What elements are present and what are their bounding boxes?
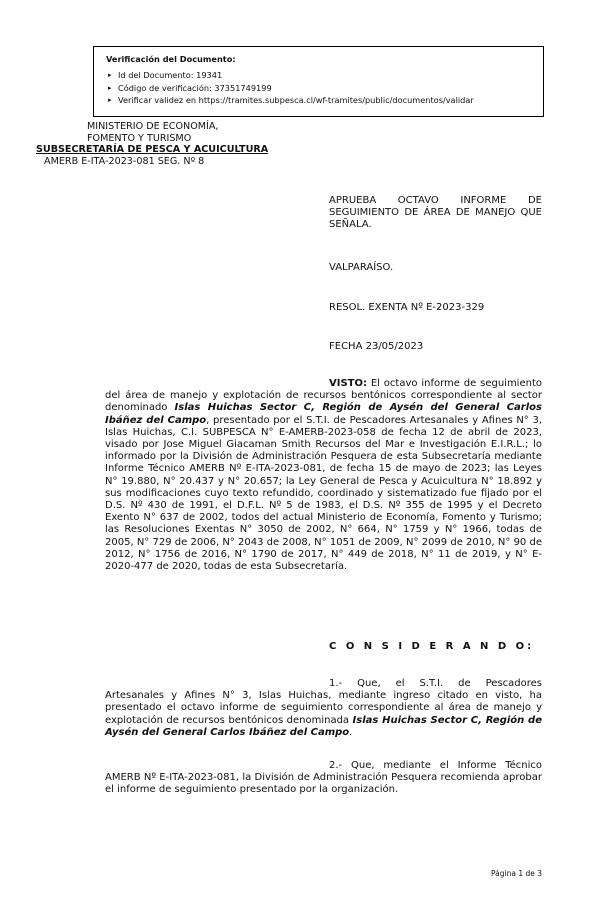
- visto-area-name: Islas Huichas Sector C, Región de Aysén del General Carlos Ibáñez del Campo: [105, 402, 542, 426]
- c1-text-b: .: [349, 726, 353, 738]
- reference-code: AMERB E-ITA-2023-081 SEG. Nº 8: [44, 155, 205, 167]
- considerando-1: [105, 678, 542, 739]
- verification-list: [106, 69, 543, 107]
- considerando-2: 2.- Que, mediante el Informe Técnico AMERB Nº E-ITA-2023-081, la División de Administración Pesquera recomienda aprobar el informe de seguimiento presentado por la organización.: [105, 760, 542, 796]
- resolution-city: VALPARAÍSO.: [329, 262, 394, 273]
- verification-code: ▸ Código de verificación: 37351749199: [118, 82, 543, 95]
- page-number: Página 1 de 3: [490, 869, 542, 878]
- c1-area-name: Islas Huichas Sector C, Región de Aysén del General Carlos Ibáñez del Campo: [105, 714, 542, 738]
- ministry-line-2: FOMENTO Y TURISMO: [87, 132, 192, 144]
- considerando-heading: C O N S I D E R A N D O:: [329, 641, 535, 652]
- document-id: ▸ Id del Documento: 19341: [118, 69, 543, 82]
- resolution-date: FECHA 23/05/2023: [329, 341, 424, 352]
- issuer-block: [36, 121, 268, 167]
- c1-text-a: 1.- Que, el S.T.I. de Pescadores Artesanales y Afines N° 3, Islas Huichas, mediante ingreso citado en visto, ha presentado el octavo informe de seguimiento correspondiente al área de manejo y explotación de recursos bentónicos denominada: [105, 678, 542, 726]
- visto-label: VISTO:: [329, 378, 367, 389]
- verification-box: [93, 46, 544, 117]
- ministry-line-1: MINISTERIO DE ECONOMÍA,: [87, 121, 219, 132]
- resolution-number: RESOL. EXENTA Nº E-2023-329: [329, 302, 485, 313]
- verification-link[interactable]: ▸ Verificar validez en https://tramites.subpesca.cl/wf-tramites/public/documentos/validar: [118, 94, 543, 107]
- verification-title: Verificación del Documento:: [106, 54, 236, 64]
- visto-paragraph: [105, 378, 542, 573]
- visto-text-b: , presentado por el S.T.I. de Pescadores Artesanales y Afines N° 3, Islas Huichas, C.I. SUBPESCA N° E-AMERB-2023-058 de fecha 12 de abril de 2023, visado por Jose Miguel Giacaman Smith Recursos del Mar e Investigación E.I.R.L.; lo informado por la División de Administración Pesquera de esta Subsecretaría mediante Informe Técnico AMERB Nº E-ITA-2023-081, de fecha 15 de mayo de 2023; las Leyes N° 19.880, N° 20.437 y N° 20.657; la Ley General de Pesca y Acuicultura N° 18.892 y sus modificaciones cuyo texto refundido, coordinado y sistematizado fue fijado por el D.S. Nº 430 de 1991, el D.F.L. Nº 5 de 1983, el D.S. Nº 355 de 1995 y el Decreto Exento N° 637 de 2002, todos del actual Ministerio de Economía, Fomento y Turismo; las Resoluciones Exentas N° 3050 de 2002, N° 664, N° 1759 y N° 1966, todas de 2005, N° 729 de 2006, N° 2043 de 2008, N° 1051 de 2009, N° 2099 de 2010, N° 90 de 2012, N° 1756 de 2016, N° 1790 de 2017, N° 449 de 2018, N° 11 de 2019, y N° E-2020-477 de 2020, todas de esta Subsecretaría.: [105, 414, 542, 573]
- subsecretaria-name: SUBSECRETARÍA DE PESCA Y ACUICULTURA: [36, 144, 269, 156]
- visto-text-a: El octavo informe de seguimiento del área de manejo y explotación de recursos bentónicos correspondiente al sector denominado: [105, 378, 542, 414]
- resolution-title: APRUEBA OCTAVO INFORME DE SEGUIMIENTO DE ÁREA DE MANEJO QUE SEÑALA.: [329, 195, 542, 230]
